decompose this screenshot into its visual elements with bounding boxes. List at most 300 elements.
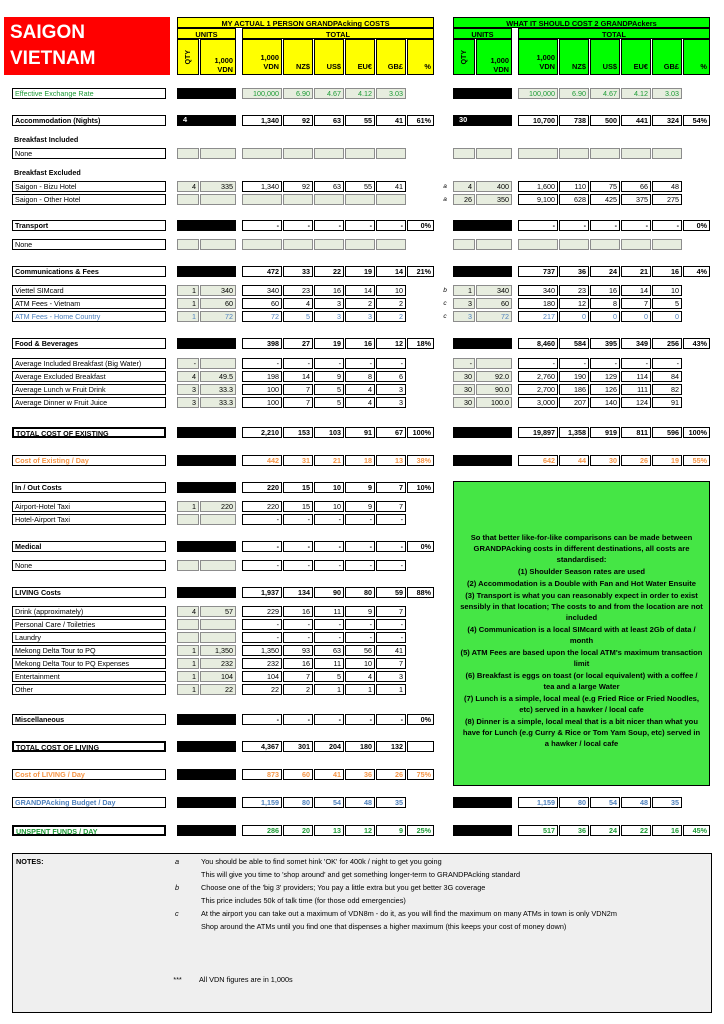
- actual-cell-nz: 15: [283, 501, 313, 512]
- actual-cell-eu: 8: [345, 371, 375, 382]
- actual-cell-qty: [177, 560, 199, 571]
- actual-cell-unit: 1,350: [200, 645, 236, 656]
- actual-cell-nz: 301: [283, 741, 313, 752]
- should-col-eu: EU€: [621, 39, 651, 75]
- should-cell-vdn: 737: [518, 266, 558, 277]
- actual-cell-gb: [376, 148, 406, 159]
- should-cell-pct: 43%: [683, 338, 710, 349]
- should-col-pct: %: [683, 39, 710, 75]
- actual-cell-qty: [177, 514, 199, 525]
- footnote-mark: b: [443, 287, 447, 294]
- actual-cell-vdn: 1,937: [242, 587, 282, 598]
- footnote-mark: a: [443, 196, 447, 203]
- should-cell-nz: 186: [559, 384, 589, 395]
- actual-cell-vdn: -: [242, 560, 282, 571]
- actual-cell-pct: 25%: [407, 825, 434, 836]
- actual-cell-nz: 2: [283, 684, 313, 695]
- notes-footer: All VDN figures are in 1,000s: [199, 975, 293, 984]
- actual-cell-gb: 7: [376, 606, 406, 617]
- actual-cell-us: -: [314, 560, 344, 571]
- should-cell-gb: 0: [652, 311, 682, 322]
- title-country: VIETNAM: [10, 48, 96, 69]
- actual-cell-qty: 4: [177, 606, 199, 617]
- actual-cell-vdn: 4,367: [242, 741, 282, 752]
- should-cell-unit: [476, 148, 512, 159]
- standard-line: (4) Communication is a local SIMcard with at least 2Gb of data / month: [467, 625, 696, 645]
- actual-cell-gb: 7: [376, 501, 406, 512]
- title-city: SAIGON: [10, 22, 85, 43]
- actual-cell-nz: 5: [283, 311, 313, 322]
- actual-cell-eu: 4.12: [345, 88, 375, 99]
- should-cell-vdn: 1,600: [518, 181, 558, 192]
- actual-cell-us: 3: [314, 298, 344, 309]
- actual-cell-gb: 9: [376, 825, 406, 836]
- actual-cell-nz: 15: [283, 482, 313, 493]
- actual-cell-us: -: [314, 358, 344, 369]
- should-cell-gb: 275: [652, 194, 682, 205]
- should-cell-pct: 45%: [683, 825, 710, 836]
- should-cell-nz: 44: [559, 455, 589, 466]
- row-label: GRANDPAcking Budget / Day: [12, 797, 166, 808]
- should-cell-us: 395: [590, 338, 620, 349]
- row-label: Laundry: [12, 632, 166, 643]
- should-cell-gb: -: [652, 220, 682, 231]
- should-cell-unit: 92.0: [476, 371, 512, 382]
- should-cell-eu: 811: [621, 427, 651, 438]
- should-cell-nz: [559, 239, 589, 250]
- should-units-header: UNITS: [453, 28, 512, 39]
- actual-header: MY ACTUAL 1 PERSON GRANDPAcking COSTS: [177, 17, 434, 28]
- actual-cell-unit: 57: [200, 606, 236, 617]
- actual-cell-vdn: 1,340: [242, 181, 282, 192]
- notes-footer-mark: ***: [173, 975, 182, 984]
- actual-cell-nz: -: [283, 358, 313, 369]
- note-mark: c: [175, 909, 179, 918]
- actual-cell-qty: 1: [177, 311, 199, 322]
- actual-cell-nz: -: [283, 514, 313, 525]
- should-black-block: [453, 220, 512, 231]
- should-cell-qty: 30: [453, 371, 475, 382]
- should-cell-pct: 0%: [683, 220, 710, 231]
- should-cell-pct: 54%: [683, 115, 710, 126]
- should-cell-vdn: -: [518, 220, 558, 231]
- actual-cell-vdn: 104: [242, 671, 282, 682]
- actual-cell-gb: 41: [376, 115, 406, 126]
- should-black-block: [453, 455, 512, 466]
- actual-cell-us: 5: [314, 384, 344, 395]
- actual-cell-gb: -: [376, 220, 406, 231]
- should-cell-unit: 72: [476, 311, 512, 322]
- actual-cell-vdn: -: [242, 541, 282, 552]
- should-cell-vdn: 1,159: [518, 797, 558, 808]
- row-label: Transport: [12, 220, 166, 231]
- actual-cell-gb: 2: [376, 311, 406, 322]
- should-cell-us: 54: [590, 797, 620, 808]
- row-label: TOTAL COST OF LIVING: [12, 741, 166, 752]
- standard-line: (5) ATM Fees are based upon the local ATM's maximum transaction limit: [460, 648, 703, 668]
- row-label: None: [12, 239, 166, 250]
- row-label: Mekong Delta Tour to PQ: [12, 645, 166, 656]
- should-cell-qty: 4: [453, 181, 475, 192]
- actual-cell-vdn: -: [242, 514, 282, 525]
- note-text: Shop around the ATMs until you find one that dispenses a higher maximum (this keeps your cost of money down): [201, 922, 567, 931]
- actual-cell-us: -: [314, 541, 344, 552]
- should-cell-eu: 0: [621, 311, 651, 322]
- actual-cell-unit: 22: [200, 684, 236, 695]
- should-cell-nz: 110: [559, 181, 589, 192]
- actual-cell-vdn: 1,159: [242, 797, 282, 808]
- actual-cell-qty: 1: [177, 684, 199, 695]
- actual-col-pct: %: [407, 39, 434, 75]
- actual-cell-qty: 1: [177, 645, 199, 656]
- actual-cell-nz: -: [283, 619, 313, 630]
- actual-cell-pct: 10%: [407, 482, 434, 493]
- row-label: Saigon - Other Hotel: [12, 194, 166, 205]
- should-cell-eu: 349: [621, 338, 651, 349]
- actual-cell-gb: 14: [376, 266, 406, 277]
- should-cell-us: -: [590, 220, 620, 231]
- actual-units-header: UNITS: [177, 28, 236, 39]
- actual-cell-pct: 88%: [407, 587, 434, 598]
- should-cell-gb: 5: [652, 298, 682, 309]
- actual-cell-qty: [177, 619, 199, 630]
- actual-black-block: [177, 587, 236, 598]
- actual-section-qty: 4: [177, 115, 236, 126]
- actual-cell-gb: 10: [376, 285, 406, 296]
- actual-col-gb: GB£: [376, 39, 406, 75]
- row-label: Accommodation (Nights): [12, 115, 166, 126]
- actual-cell-eu: [345, 194, 375, 205]
- notes-label: NOTES:: [16, 857, 44, 866]
- actual-cell-vdn: 340: [242, 285, 282, 296]
- actual-cell-nz: 23: [283, 285, 313, 296]
- row-label: Other: [12, 684, 166, 695]
- notes-panel: [12, 853, 712, 1013]
- should-cell-eu: 114: [621, 371, 651, 382]
- should-total-header: TOTAL: [518, 28, 710, 39]
- actual-cell-pct: [407, 741, 434, 752]
- actual-col-us: US$: [314, 39, 344, 75]
- should-cell-us: 30: [590, 455, 620, 466]
- row-label: Airport-Hotel Taxi: [12, 501, 166, 512]
- actual-cell-eu: 10: [345, 658, 375, 669]
- actual-col-eu: EU€: [345, 39, 375, 75]
- actual-col-qty: QTY: [177, 39, 199, 75]
- actual-cell-us: 63: [314, 115, 344, 126]
- actual-cell-unit: [200, 619, 236, 630]
- should-cell-nz: 80: [559, 797, 589, 808]
- actual-cell-qty: 1: [177, 658, 199, 669]
- standard-line: So that better like-for-like comparisons can be made between GRANDPAcking costs in different destinations, all costs are standardised:: [470, 533, 693, 564]
- should-cell-qty: 3: [453, 311, 475, 322]
- should-cell-unit: 90.0: [476, 384, 512, 395]
- should-cell-vdn: 2,760: [518, 371, 558, 382]
- should-cell-gb: 16: [652, 266, 682, 277]
- should-cell-gb: [652, 148, 682, 159]
- actual-cell-gb: 41: [376, 181, 406, 192]
- actual-col-nz: NZ$: [283, 39, 313, 75]
- actual-cell-vdn: [242, 148, 282, 159]
- should-cell-gb: 82: [652, 384, 682, 395]
- should-cell-nz: [559, 148, 589, 159]
- actual-cell-eu: -: [345, 714, 375, 725]
- should-cell-gb: -: [652, 358, 682, 369]
- actual-cell-unit: 232: [200, 658, 236, 669]
- actual-cell-eu: 4: [345, 671, 375, 682]
- row-label: None: [12, 560, 166, 571]
- actual-cell-eu: 14: [345, 285, 375, 296]
- should-cell-eu: [621, 148, 651, 159]
- should-cell-gb: 19: [652, 455, 682, 466]
- row-label: Mekong Delta Tour to PQ Expenses: [12, 658, 166, 669]
- actual-cell-gb: 7: [376, 482, 406, 493]
- actual-cell-eu: -: [345, 220, 375, 231]
- row-label: Average Lunch w Fruit Drink: [12, 384, 166, 395]
- actual-cell-unit: [200, 358, 236, 369]
- actual-cell-eu: -: [345, 560, 375, 571]
- should-cell-us: 16: [590, 285, 620, 296]
- should-cell-gb: 84: [652, 371, 682, 382]
- actual-cell-pct: 75%: [407, 769, 434, 780]
- should-cell-us: 24: [590, 825, 620, 836]
- actual-cell-gb: -: [376, 619, 406, 630]
- should-cell-eu: [621, 239, 651, 250]
- actual-cell-eu: 4: [345, 384, 375, 395]
- should-cell-gb: 10: [652, 285, 682, 296]
- actual-black-block: [177, 338, 236, 349]
- actual-cell-pct: 21%: [407, 266, 434, 277]
- row-label: Drink (approximately): [12, 606, 166, 617]
- actual-cell-vdn: 873: [242, 769, 282, 780]
- actual-cell-eu: 18: [345, 455, 375, 466]
- should-cell-pct: 100%: [683, 427, 710, 438]
- actual-cell-gb: 3.03: [376, 88, 406, 99]
- actual-cell-unit: [200, 514, 236, 525]
- actual-cell-pct: 100%: [407, 427, 434, 438]
- should-cell-vdn: 10,700: [518, 115, 558, 126]
- should-cell-unit: 340: [476, 285, 512, 296]
- actual-cell-vdn: 100: [242, 384, 282, 395]
- actual-cell-unit: 335: [200, 181, 236, 192]
- should-cell-eu: 48: [621, 797, 651, 808]
- actual-cell-pct: 0%: [407, 714, 434, 725]
- actual-cell-nz: 92: [283, 115, 313, 126]
- should-cell-pct: 4%: [683, 266, 710, 277]
- actual-cell-pct: 0%: [407, 220, 434, 231]
- actual-cell-nz: [283, 194, 313, 205]
- actual-cell-vdn: 442: [242, 455, 282, 466]
- actual-cell-us: -: [314, 632, 344, 643]
- actual-cell-eu: -: [345, 358, 375, 369]
- actual-cell-us: 22: [314, 266, 344, 277]
- actual-cell-unit: 33.3: [200, 384, 236, 395]
- actual-cell-qty: 1: [177, 501, 199, 512]
- actual-cell-vdn: 220: [242, 501, 282, 512]
- actual-cell-nz: 16: [283, 658, 313, 669]
- should-col-qty: QTY: [453, 39, 475, 75]
- actual-cell-eu: 4: [345, 397, 375, 408]
- should-cell-gb: 48: [652, 181, 682, 192]
- should-cell-nz: 628: [559, 194, 589, 205]
- should-cell-eu: 375: [621, 194, 651, 205]
- should-cell-eu: 26: [621, 455, 651, 466]
- actual-cell-gb: 3: [376, 397, 406, 408]
- should-cell-gb: 91: [652, 397, 682, 408]
- actual-cell-vdn: 22: [242, 684, 282, 695]
- actual-cell-eu: 180: [345, 741, 375, 752]
- actual-cell-eu: 55: [345, 181, 375, 192]
- standard-line: (2) Accommodation is a Double with Fan and Hot Water Ensuite: [467, 579, 696, 588]
- row-label: TOTAL COST OF EXISTING: [12, 427, 166, 438]
- actual-cell-vdn: 1,350: [242, 645, 282, 656]
- actual-cell-vdn: -: [242, 619, 282, 630]
- should-cell-vdn: [518, 239, 558, 250]
- actual-cell-eu: 48: [345, 797, 375, 808]
- should-cell-us: 500: [590, 115, 620, 126]
- row-label: Saigon - Bizu Hotel: [12, 181, 166, 192]
- should-cell-us: 140: [590, 397, 620, 408]
- should-cell-qty: 26: [453, 194, 475, 205]
- actual-cell-gb: -: [376, 358, 406, 369]
- should-cell-nz: 6.90: [559, 88, 589, 99]
- actual-cell-nz: 93: [283, 645, 313, 656]
- should-section-qty: 30: [453, 115, 512, 126]
- actual-cell-nz: [283, 239, 313, 250]
- actual-cell-gb: -: [376, 632, 406, 643]
- actual-cell-vdn: 72: [242, 311, 282, 322]
- should-cell-nz: 190: [559, 371, 589, 382]
- should-cell-us: 75: [590, 181, 620, 192]
- should-cell-eu: 14: [621, 285, 651, 296]
- actual-cell-qty: [177, 632, 199, 643]
- actual-cell-qty: 3: [177, 397, 199, 408]
- row-label: LIVING Costs: [12, 587, 166, 598]
- should-cell-vdn: 8,460: [518, 338, 558, 349]
- actual-cell-gb: -: [376, 541, 406, 552]
- actual-cell-nz: 60: [283, 769, 313, 780]
- actual-cell-gb: 59: [376, 587, 406, 598]
- should-cell-nz: 12: [559, 298, 589, 309]
- actual-cell-us: -: [314, 514, 344, 525]
- actual-cell-eu: 9: [345, 606, 375, 617]
- actual-cell-us: [314, 194, 344, 205]
- actual-cell-nz: 20: [283, 825, 313, 836]
- actual-cell-gb: 41: [376, 645, 406, 656]
- should-cell-nz: -: [559, 220, 589, 231]
- actual-cell-gb: [376, 194, 406, 205]
- actual-cell-nz: 27: [283, 338, 313, 349]
- should-col-1000vdn: 1,000 VDN: [476, 39, 512, 75]
- should-cell-vdn: 180: [518, 298, 558, 309]
- note-mark: b: [175, 883, 180, 892]
- should-cell-us: 4.67: [590, 88, 620, 99]
- actual-cell-qty: [177, 194, 199, 205]
- actual-black-block: [177, 427, 236, 438]
- should-cell-nz: 23: [559, 285, 589, 296]
- actual-cell-vdn: [242, 239, 282, 250]
- actual-black-block: [177, 714, 236, 725]
- standard-line: (7) Lunch is a simple, local meal (e.g Fried Rice or Fried Noodles, etc) served in a hawker / local cafe: [463, 694, 700, 714]
- note-text: At the airport you can take out a maximum of VDN8m - do it, as you will find the maximum on many ATMs in town is only VDN2m: [201, 909, 617, 918]
- actual-cell-nz: [283, 148, 313, 159]
- actual-cell-us: 16: [314, 285, 344, 296]
- actual-cell-gb: 1: [376, 684, 406, 695]
- actual-cell-us: 90: [314, 587, 344, 598]
- row-label: Medical: [12, 541, 166, 552]
- page-title: [4, 17, 170, 75]
- actual-cell-eu: -: [345, 541, 375, 552]
- should-cell-us: [590, 148, 620, 159]
- actual-cell-eu: 56: [345, 645, 375, 656]
- actual-cell-vdn: 2,210: [242, 427, 282, 438]
- footnote-mark: a: [443, 183, 447, 190]
- actual-cell-us: -: [314, 619, 344, 630]
- actual-black-block: [177, 88, 236, 99]
- actual-black-block: [177, 541, 236, 552]
- row-label: Miscellaneous: [12, 714, 166, 725]
- should-cell-eu: 21: [621, 266, 651, 277]
- row-label: Hotel-Airport Taxi: [12, 514, 166, 525]
- standard-line: (6) Breakfast is eggs on toast (or local equivalent) with a coffee / tea and a large Water: [465, 671, 698, 691]
- should-black-block: [453, 88, 512, 99]
- actual-cell-gb: 26: [376, 769, 406, 780]
- actual-cell-qty: 4: [177, 181, 199, 192]
- actual-cell-nz: 7: [283, 384, 313, 395]
- actual-cell-nz: -: [283, 220, 313, 231]
- should-cell-pct: 55%: [683, 455, 710, 466]
- actual-cell-gb: [376, 239, 406, 250]
- actual-cell-unit: [200, 194, 236, 205]
- actual-total-header: TOTAL: [242, 28, 434, 39]
- should-black-block: [453, 797, 512, 808]
- standard-line: (1) Shoulder Season rates are used: [517, 567, 646, 576]
- actual-cell-us: 11: [314, 606, 344, 617]
- actual-cell-nz: 31: [283, 455, 313, 466]
- actual-cell-nz: 33: [283, 266, 313, 277]
- note-text: This price includes 50k of talk time (for those odd emergencies): [201, 896, 406, 905]
- actual-cell-us: 1: [314, 684, 344, 695]
- actual-cell-unit: [200, 239, 236, 250]
- actual-cell-us: 3: [314, 311, 344, 322]
- actual-cell-eu: [345, 148, 375, 159]
- should-cell-us: 24: [590, 266, 620, 277]
- should-cell-vdn: 642: [518, 455, 558, 466]
- should-cell-eu: 7: [621, 298, 651, 309]
- should-cell-nz: 738: [559, 115, 589, 126]
- actual-cell-us: 54: [314, 797, 344, 808]
- should-cell-gb: 35: [652, 797, 682, 808]
- actual-cell-gb: 3: [376, 384, 406, 395]
- should-cell-gb: 16: [652, 825, 682, 836]
- actual-cell-us: 5: [314, 671, 344, 682]
- actual-black-block: [177, 825, 236, 836]
- actual-cell-us: 19: [314, 338, 344, 349]
- actual-cell-nz: -: [283, 632, 313, 643]
- actual-cell-us: 10: [314, 501, 344, 512]
- should-cell-us: 8: [590, 298, 620, 309]
- actual-cell-unit: [200, 560, 236, 571]
- footnote-mark: c: [443, 313, 447, 320]
- actual-cell-vdn: 1,340: [242, 115, 282, 126]
- actual-cell-qty: 3: [177, 384, 199, 395]
- actual-col-vdn: 1,000 VDN: [242, 39, 282, 75]
- row-label: Cost of Existing / Day: [12, 455, 166, 466]
- should-cell-vdn: 19,897: [518, 427, 558, 438]
- actual-cell-unit: 60: [200, 298, 236, 309]
- should-cell-gb: 324: [652, 115, 682, 126]
- actual-cell-us: 11: [314, 658, 344, 669]
- note-text: This will give you time to 'shop around' and get something longer-term to GRANDPAcking standard: [201, 870, 521, 879]
